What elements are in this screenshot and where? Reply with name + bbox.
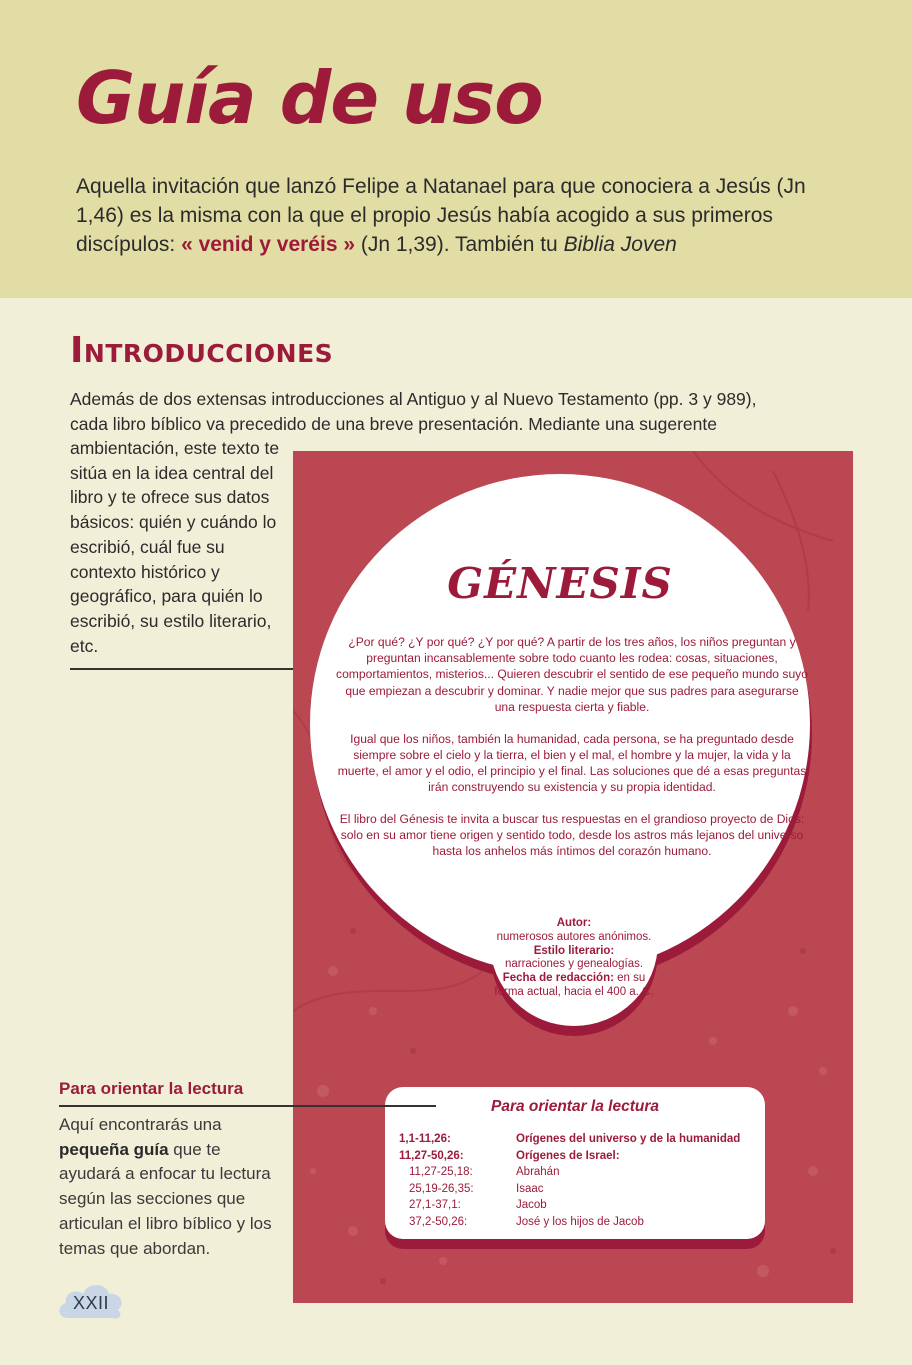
sample-page-panel [293,451,853,1303]
author-value: numerosos autores anónimos. [496,930,652,943]
orient-desc: Orígenes del universo y de la humanidad [516,1133,741,1145]
book-paragraph: El libro del Génesis te invita a buscar tus respuestas en el grandioso proyecto de Dios: solo en su amor tiene origen y sentido todo, desde los astros más lejanos del universo hasta los anhelos más íntimos del corazón humano. [339,811,805,859]
intro-text-cont: (Jn 1,39). También tu [355,233,564,256]
orient-table [399,1131,759,1230]
intro-text: Aquella invitación que lanzó Felipe a Natanael para que conociera a Jesús (Jn 1,46) es la misma con la que el propio Jesús había acogido a sus primeros discípulos: [76,175,806,256]
section-lead: Además de dos extensas introducciones al Antiguo y al Nuevo Testamento (pp. 3 y 989), cada libro bíblico va precedido de una breve presentación. Mediante una sugerente [70,389,757,434]
orient-ref: 11,27-50,26: [399,1149,464,1162]
orient-box-title: Para orientar la lectura [491,1098,659,1115]
orient-row [399,1197,759,1214]
author-label: Autor: [556,917,592,929]
orient-ref: 37,2-50,26: [409,1215,468,1228]
orient-ref: 11,27-25,18: [409,1166,473,1178]
book-metadata [490,917,658,1000]
intro-paragraph [76,172,836,259]
orient-row [399,1148,759,1165]
orient-row [399,1131,759,1148]
orient-body-text: Aquí encontrarás una [59,1115,222,1134]
orient-section-body [59,1113,284,1261]
section-heading-introducciones: Introducciones [70,330,334,371]
orient-ref: 27,1-37,1: [409,1199,461,1211]
orient-body-bold: pequeña guía [59,1139,169,1159]
book-intro-text [335,634,809,875]
orient-desc: Abrahán [516,1166,560,1178]
orient-ref: 1,1-11,26: [399,1133,451,1145]
book-paragraph: ¿Por qué? ¿Y por qué? ¿Y por qué? A partir de los tres años, los niños preguntan y preguntan incansablemente sobre todo cuanto les rodea: cosas, situaciones, comportamientos, misterios... Quieren descubrir el sentido de ese pequeño mundo suyo que empiezan a descubrir y dominar. Y nadie mejor que sus padres para asegurarse una respuesta cierta y fiable. [336,635,808,714]
orient-desc: Jacob [516,1199,547,1211]
orient-section-title: Para orientar la lectura [59,1079,244,1098]
page-title: Guía de uso [76,56,543,140]
book-paragraph: Igual que los niños, también la humanidad, cada persona, se ha preguntado desde siempre sobre el cielo y la tierra, el bien y el mal, el hombre y la mujer, la vida y la muerte, el amor y el odio, el principio y el final. Las soluciones que dé a esas preguntas irán construyendo su existencia y su propia identidad. [337,731,807,795]
orient-row [399,1181,759,1198]
section-side-text: ambientación, este texto te sitúa en la idea central del libro y te ofrece sus datos básicos: quién y cuándo lo escribió, cuál fue su contexto histórico y geográfico, para quién lo escribió, su estilo literario, etc. [70,438,280,656]
intro-italic: Biblia Joven [563,233,677,256]
orient-row [399,1214,759,1231]
page-number: XXII [72,1293,109,1313]
book-title: GÉNESIS [447,559,673,608]
leader-line [59,1105,436,1107]
date-label: Fecha de redacción: [502,972,614,985]
orient-desc: José y los hijos de Jacob [516,1215,644,1228]
intro-quote: « venid y veréis » [181,233,356,256]
date-value: en su forma actual, hacia el 400 a. C. [494,972,654,998]
orient-body-text-cont: que te ayudará a enfocar tu lectura según las secciones que articulan el libro bíblico y los temas que abordan. [59,1139,272,1258]
orient-ref: 25,19-26,35: [409,1182,474,1195]
orient-desc: Orígenes de Israel: [516,1149,620,1162]
orient-row [399,1164,759,1181]
orient-desc: Isaac [516,1182,544,1195]
style-value: narraciones y genealogías. [504,958,644,971]
style-label: Estilo literario: [533,944,615,957]
